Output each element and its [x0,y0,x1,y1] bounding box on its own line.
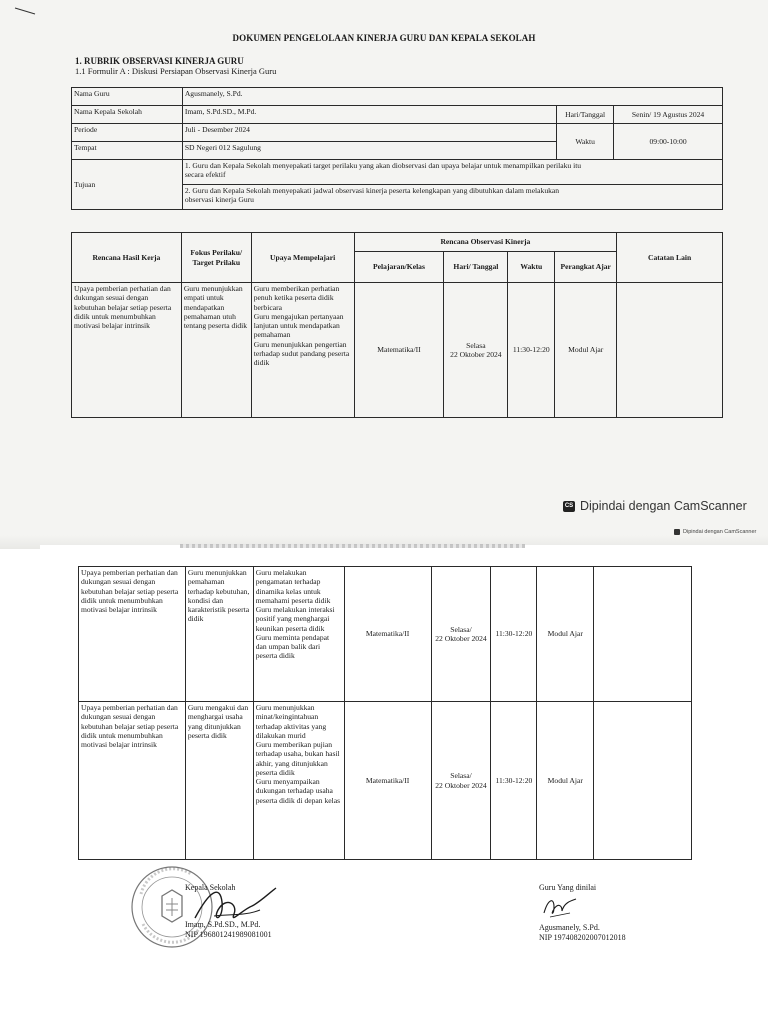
camscanner-watermark-small [674,529,756,535]
camscanner-watermark [563,496,747,516]
teacher-label: Guru Yang dinilai [539,883,597,892]
row-upaya: Guru menunjukkan minat/keingintahuan terhadap aktivitas yang dilakukan murid Guru memberikan pujian terhadap usaha, bukan hasil akhir, yang ditunjukkan peserta didik Guru menyampaikan dukungan terhadap usaha peserta didik di depan kelas [253,702,344,860]
row-catatan [594,702,692,860]
waktu-value: 09:00-10:00 [614,124,723,160]
row-fokus: Guru menunjukkan empati untuk mendapatkan pemahaman utuh tentang peserta didik [181,283,251,418]
header-perangkat: Perangkat Ajar [555,252,617,283]
header-catatan: Catatan Lain [617,233,723,283]
headmaster-label: Kepala Sekolah [185,883,236,892]
row-upaya: Guru melakukan pengamatan terhadap dinamika kelas untuk memahami peserta didik Guru melakukan interaksi positif yang menghargai keunikan peserta didik Guru meminta pendapat dan umpan balik dari peserta didik [253,567,344,702]
row-catatan [594,567,692,702]
teacher-signature [540,893,580,921]
section-title: 1. RUBRIK OBSERVASI KINERJA GURU [75,56,244,66]
header-waktu: Waktu [508,252,555,283]
teacher-name: Agusmanely, S.Pd. [539,923,600,932]
row-waktu: 11:30-12:20 [491,702,537,860]
nama-kepsek-label: Nama Kepala Sekolah [72,106,183,124]
row-catatan [617,283,723,418]
section-subtitle: 1.1 Formulir A : Diskusi Persiapan Observasi Kinerja Guru [75,66,277,76]
periode-label: Periode [72,124,183,142]
waktu-label: Waktu [557,124,614,160]
row-waktu: 11:30-12:20 [491,567,537,702]
table-row [79,702,692,860]
info-row-tujuan-1 [72,160,723,185]
row-waktu: 11:30-12:20 [508,283,555,418]
row-pelajaran: Matematika/II [354,283,444,418]
info-table [71,87,723,210]
observation-table-continued [78,566,692,860]
camscanner-icon: CS [563,501,575,512]
header-upaya: Upaya Mempelajari [251,233,354,283]
row-hari: Selasa/ 22 Oktober 2024 [431,702,491,860]
nama-guru-value: Agusmanely, S.Pd. [182,88,722,106]
nama-guru-label: Nama Guru [72,88,183,106]
tempat-label: Tempat [72,142,183,160]
row-rencana: Upaya pemberian perhatian dan dukungan sesuai dengan kebutuhan belajar setiap peserta didik untuk menumbuhkan motivasi belajar intrinsik [79,567,186,702]
row-hari: Selasa/ 22 Oktober 2024 [431,567,491,702]
row-pelajaran: Matematika/II [344,567,431,702]
info-row-periode [72,124,723,142]
row-fokus: Guru menunjukkan pemahaman terhadap kebutuhan, kondisi dan karakteristik peserta didik [185,567,253,702]
obs-header-row-1 [72,233,723,252]
info-row-guru [72,88,723,106]
scan-edge-artifact [180,544,525,548]
hari-value: Senin/ 19 Agustus 2024 [614,106,723,124]
header-rencana-observasi: Rencana Observasi Kinerja [354,233,617,252]
row-upaya: Guru memberikan perhatian penuh ketika peserta didik berbicara Guru mengajukan pertanyaan lanjutan untuk mendapatkan pemahaman Guru menunjukkan pengertian terhadap sudut pandang peserta didik [251,283,354,418]
row-pelajaran: Matematika/II [344,702,431,860]
headmaster-nip: NIP 196801241989081001 [185,930,272,939]
header-hari: Hari/ Tanggal [444,252,508,283]
row-rencana: Upaya pemberian perhatian dan dukungan sesuai dengan kebutuhan belajar setiap peserta didik untuk menumbuhkan motivasi belajar intrinsik [72,283,182,418]
nama-kepsek-value: Imam, S.Pd.SD., M.Pd. [182,106,556,124]
row-perangkat: Modul Ajar [537,702,594,860]
tujuan-item-1: 1. Guru dan Kepala Sekolah menyepakati target perilaku yang akan diobservasi dan upaya belajar untuk menampilkan perilaku itu secara efektif [182,160,722,185]
table-row [72,283,723,418]
document-title: DOKUMEN PENGELOLAAN KINERJA GURU DAN KEPALA SEKOLAH [232,33,536,43]
header-pelajaran: Pelajaran/Kelas [354,252,444,283]
row-rencana: Upaya pemberian perhatian dan dukungan sesuai dengan kebutuhan belajar setiap peserta didik untuk menumbuhkan motivasi belajar intrinsik [79,702,186,860]
observation-table [71,232,723,418]
row-hari: Selasa 22 Oktober 2024 [444,283,508,418]
tempat-value: SD Negeri 012 Sagulung [182,142,556,160]
row-perangkat: Modul Ajar [555,283,617,418]
tujuan-item-2: 2. Guru dan Kepala Sekolah menyepakati jadwal observasi kinerja peserta kelengkapan yang dibutuhkan dalam melakukan observasi kinerja Guru [182,185,722,210]
tujuan-label: Tujuan [72,160,183,210]
camscanner-icon-small [674,529,680,535]
teacher-nip: NIP 197408202007012018 [539,933,626,942]
pen-stroke-mark [14,6,36,16]
info-row-kepsek [72,106,723,124]
table-row [79,567,692,702]
row-fokus: Guru mengakui dan menghargai usaha yang ditunjukkan peserta didik [185,702,253,860]
headmaster-name: Imam, S.Pd.SD., M.Pd. [185,920,261,929]
header-rencana-hasil: Rencana Hasil Kerja [72,233,182,283]
camscanner-text: Dipindai dengan CamScanner [580,499,747,513]
hari-label: Hari/Tanggal [557,106,614,124]
periode-value: Juli - Desember 2024 [182,124,556,142]
row-perangkat: Modul Ajar [537,567,594,702]
camscanner-text-small: Dipindai dengan CamScanner [683,529,757,535]
header-fokus: Fokus Perilaku/ Target Prilaku [181,233,251,283]
